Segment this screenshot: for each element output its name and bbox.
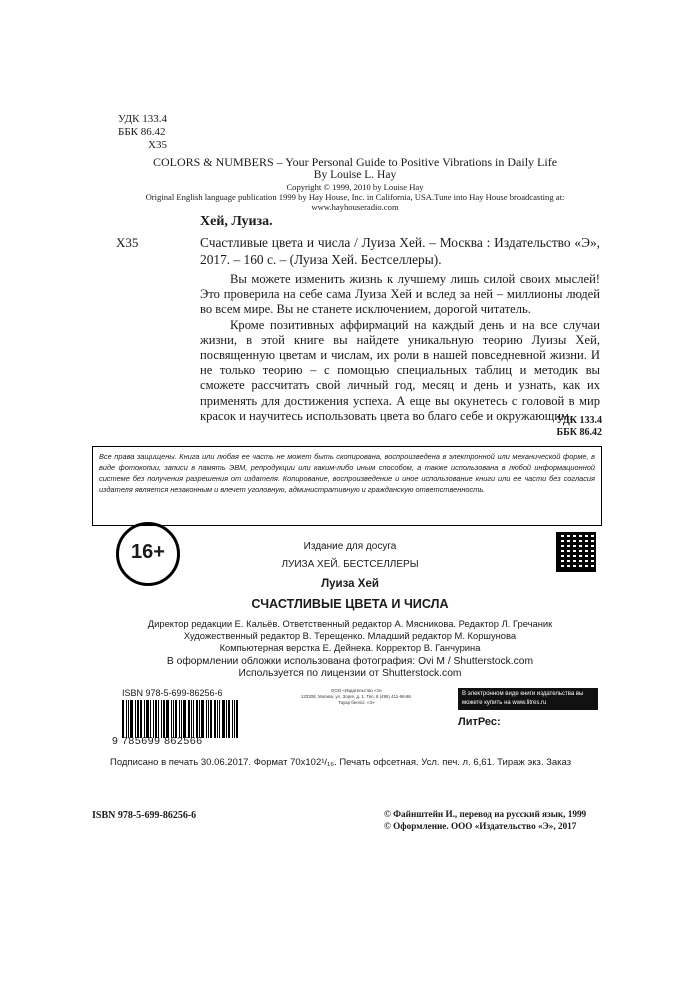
udk-code-right: УДК 133.4 [556, 415, 602, 426]
barcode-block [112, 688, 260, 750]
publisher-info-line: Тауар белгісі: «Э» [338, 700, 375, 705]
publisher-info [264, 688, 449, 706]
rights-notice-text: Все права защищены. Книга или любая ее часть не может быть скопирована, воспроизведена в электронной или механической форме, в виде фотокопии, записи в память ЭВМ, репродукции или каким-либо иным способом, а также использована в любой информационной системе без получения разрешения от издателя. Копирование, воспроизведение и иное использование книги или ее части без согласия издателя является незаконным и влечет уголовную, административную и гражданскую ответственность. [99, 452, 595, 494]
annotation [200, 272, 600, 424]
age-rating-label: 16+ [131, 541, 165, 563]
book-title: СЧАСТЛИВЫЕ ЦВЕТА И ЧИСЛА [251, 597, 449, 611]
photo-credit-line: В оформлении обложки использована фотография: Ovi M / Shutterstock.com [166, 656, 534, 667]
editorial-staff [110, 618, 590, 654]
series-name: ЛУИЗА ХЕЙ. БЕСТСЕЛЛЕРЫ [281, 559, 419, 570]
original-author: By Louise L. Hay [313, 169, 397, 181]
isbn-bottom: ISBN 978-5-699-86256-6 [92, 810, 197, 821]
udk-top-block [118, 113, 167, 152]
original-title: COLORS & NUMBERS – Your Personal Guide to Positive Vibrations in Daily Life [152, 155, 558, 169]
photo-credit-line: Используется по лицензии от Shutterstock.com [238, 668, 462, 679]
original-edition-info [110, 156, 600, 212]
biblio-code: Х35 [116, 235, 139, 250]
print-signature: Подписано в печать 30.06.2017. Формат 70x102¹/₁₆. Печать офсетная. Усл. печ. л. 6,61. Тираж экз. Заказ [110, 757, 572, 768]
original-url: www.hayhouseradio.com [311, 202, 399, 212]
biblio-record [200, 234, 600, 268]
staff-line: Художественный редактор В. Терещенко. Младший редактор М. Коршунова [183, 630, 517, 641]
edition-type: Издание для досуга [303, 541, 397, 552]
udk-right-block [540, 415, 602, 439]
author-mark: Х35 [148, 139, 167, 151]
biblio-author-heading: Хей, Луиза. [200, 214, 273, 229]
publisher-info-line: 123308, Москва, ул. Зорге, д. 1. Тел. 8 (495) 411-68-86. [300, 694, 413, 699]
copyright-line: © Файнштейн И., перевод на русский язык, 1999 [384, 809, 587, 819]
copyright-block [384, 808, 586, 832]
litres-block [458, 688, 598, 750]
staff-line: Директор редакции Е. Кальёв. Ответственный редактор А. Мясникова. Редактор Л. Гречаник [147, 618, 553, 629]
publisher-info-line: ООО «Издательство «Э» [330, 688, 383, 693]
udk-code: УДК 133.4 [118, 113, 168, 125]
original-publisher: Original English language publication 1999 by Hay House, Inc. in California, USA.Tune into Hay House broadcasting at: [145, 192, 565, 202]
annotation-paragraph: Кроме позитивных аффирмаций на каждый день и на все случаи жизни, в этой книге вы найдете уникальную теорию Луизы Хей, посвященную цветам и числам, их роли в нашей повседневной жизни. И не только теорию – с помощью специальных таблиц и методик вы сможете рассчитать свой личный год, месяц и день и узнать, как их применять для достижения успеха. А еще вы окунетесь с головой в мир красок и научитесь использовать цвета во благо себе и окружающим. [200, 317, 600, 423]
bbk-code: ББК 86.42 [118, 126, 166, 138]
qr-code-icon [556, 532, 596, 572]
rights-notice-box [92, 446, 602, 526]
bbk-code-right: ББК 86.42 [556, 427, 602, 438]
barcode-icon [122, 700, 256, 738]
litres-banner: В электронном виде книги издательства вы можете купить на www.litres.ru [458, 688, 598, 710]
annotation-paragraph: Вы можете изменить жизнь к лучшему лишь силой своих мыслей! Это проверила на себе сама Луиза Хей и вслед за ней – миллионы людей во всем мире. Вы не станете исключением, дорогой читатель. [200, 272, 600, 317]
original-copyright: Copyright © 1999, 2010 by Louise Hay [286, 182, 424, 192]
age-rating-badge [116, 522, 180, 586]
photo-credits [110, 656, 590, 680]
staff-line: Компьютерная верстка Е. Дейнека. Корректор В. Ганчурина [219, 642, 481, 653]
litres-brand: ЛитРес: [458, 716, 501, 728]
copyright-line: © Оформление. ООО «Издательство «Э», 2017 [384, 821, 577, 831]
book-author: Луиза Хей [321, 578, 379, 590]
barcode-isbn: ISBN 978-5-699-86256-6 [122, 688, 223, 698]
barcode-digits: 9 785699 862566 [112, 735, 203, 747]
biblio-record-text: Счастливые цвета и числа / Луиза Хей. – Москва : Издательство «Э», 2017. – 160 с. – (Луиза Хей. Бестселлеры). [200, 235, 600, 267]
